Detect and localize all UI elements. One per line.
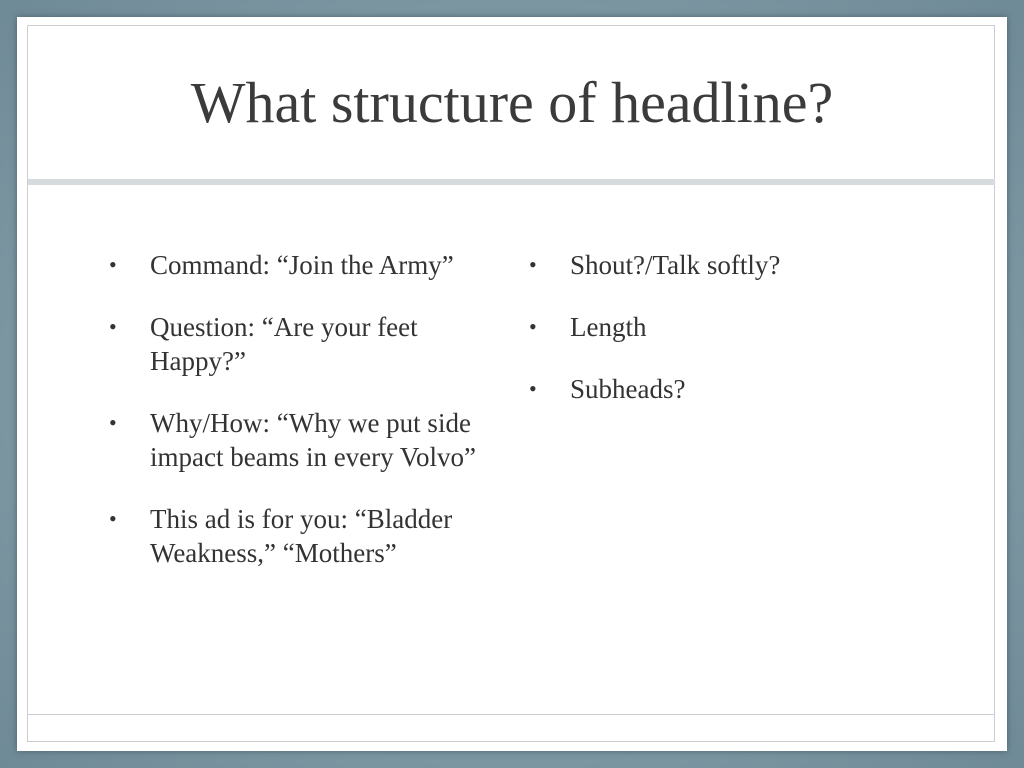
bullet-text: Shout?/Talk softly? [570,250,781,280]
list-item [109,406,494,474]
bullet-text: This ad is for you: “Bladder Weakness,” “Mothers” [150,504,453,568]
bullet-text: Question: “Are your feet Happy?” [150,312,418,376]
bullet-text: Subheads? [570,374,686,404]
footer-divider [28,714,995,715]
slide [17,17,1007,751]
bullet-icon: • [109,314,117,339]
bullet-text: Why/How: “Why we put side impact beams in every Volvo” [150,408,476,472]
left-bullet-list [109,248,494,598]
bullet-icon: • [529,376,537,401]
slide-title: What structure of headline? [190,70,834,135]
title-divider [28,179,995,185]
list-item [109,310,494,378]
bullet-icon: • [109,506,117,531]
list-item [529,372,929,406]
list-item [529,248,929,282]
bullet-icon: • [529,314,537,339]
list-item [529,310,929,344]
bullet-icon: • [109,252,117,277]
right-bullet-list [529,248,929,434]
list-item [109,502,494,570]
bullet-text: Length [570,312,647,342]
bullet-text: Command: “Join the Army” [150,250,454,280]
bullet-icon: • [109,410,117,435]
list-item [109,248,494,282]
bullet-icon: • [529,252,537,277]
